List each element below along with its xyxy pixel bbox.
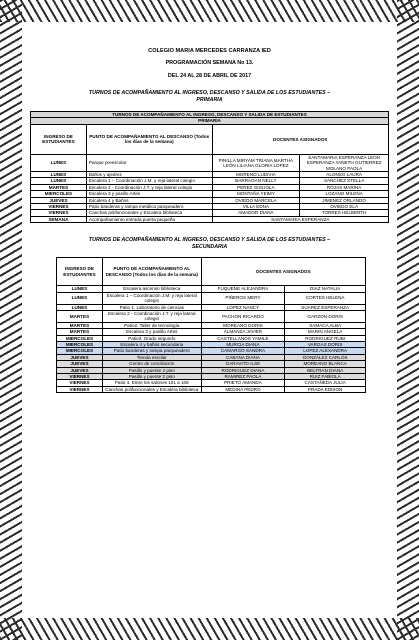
row-docente-2: CORTES HELENA <box>285 292 366 304</box>
primaria-table-subtitle: PRIMARIA <box>31 118 389 124</box>
row-docente-1: LOPEZ NANCY <box>201 304 285 310</box>
row-place: Patio 4. Entre los salones 101 a 106 <box>102 380 201 386</box>
row-place: Escalera 1 – Coordinación J.M. y reja lateral colegio <box>86 178 212 184</box>
row-place: Patio3. Grado segundo <box>102 335 201 341</box>
row-day: LUNES <box>57 304 103 310</box>
row-day: LUNES <box>31 154 87 171</box>
row-place: Pasillo y puente 2 piso <box>102 373 201 379</box>
row-day: JUEVES <box>57 354 103 360</box>
row-docente-1: VILLA EDNA <box>212 204 300 210</box>
row-docente-1: MEDINA PEDRO <box>201 386 285 392</box>
decorative-border-right <box>397 0 419 640</box>
row-day: LUNES <box>31 172 87 178</box>
table-row <box>57 310 366 322</box>
primaria-table-title: TURNOS DE ACOMPAÑAMIENTO AL INGRESO, DESCANSO Y SALIDA DE ESTUDIANTES <box>31 112 389 118</box>
primaria-rows <box>31 154 389 222</box>
row-docente-1: FUQUENE ALEJANDRA <box>201 286 285 292</box>
secundaria-section-title: TURNOS DE ACOMPAÑAMIENTO AL INGRESO, DESCANSO Y SALIDA DE LOS ESTUDIANTES – SECUNDARIA <box>88 237 331 251</box>
row-day: MARTES <box>57 322 103 328</box>
row-place: Baños y ajedrez <box>86 172 212 178</box>
program-dates: DEL 24 AL 28 DE ABRIL DE 2017 <box>167 73 252 79</box>
row-day: LUNES <box>57 292 103 304</box>
table-row <box>31 216 389 222</box>
row-day: VIERNES <box>57 380 103 386</box>
row-place: Patio2. Taller de tecnología <box>102 322 201 328</box>
row-docente-1: PEREZ GIGUOLA <box>212 184 300 190</box>
row-docente-1: CASTELLANOS YAMILE <box>201 335 285 341</box>
row-day: MARTES <box>57 310 103 322</box>
row-docente-2: OVIEDO ELA <box>300 204 389 210</box>
row-place: Patio 1. Laboratorio de ciencias <box>102 304 201 310</box>
row-place: Canchas polifuncionales y Escalera biblioteca <box>86 210 212 216</box>
row-docente-2: MARIN ANGELA <box>285 329 366 335</box>
row-day: MARTES <box>57 329 103 335</box>
row-docente-2: LOPEZ ALEXANDRA <box>285 348 366 354</box>
col-ingreso: INGRESO DE ESTUDIANTES <box>57 258 103 286</box>
row-docente-1: CABANA DIANA <box>201 354 285 360</box>
row-place: Patio banderas y rampa parqueadero <box>102 348 201 354</box>
row-docente-2: ROJAS MARINA <box>300 184 389 190</box>
col-docentes: DOCENTES ASIGNADOS <box>212 124 388 154</box>
row-docente-2: RUIZ FABIOLA <box>285 373 366 379</box>
row-day: VIERNES <box>57 386 103 392</box>
row-docente-2: SANTAMARIA ESPERANZA LEON ESPERANZA YANETH GUTIERREZ MOLANO PAOLA <box>300 154 389 171</box>
row-day: LUNES <box>31 178 87 184</box>
row-day: LUNES <box>57 286 103 292</box>
row-place: Acompañamiento entrada puerta pequeña <box>86 216 212 222</box>
program-week: PROGRAMACIÓN SEMANA No 13. <box>165 60 254 66</box>
row-docente-2: GARZON DORIS <box>285 310 366 322</box>
row-docente-1: PIÑEROS MERY <box>201 292 285 304</box>
row-place: Tienda escolar <box>102 354 201 360</box>
row-docente-1: MURCIA DIANA <box>201 341 285 347</box>
col-punto: PUNTO DE ACOMPAÑAMIENTO AL DESCANSO (Todos los días de la semana) <box>102 258 201 286</box>
secundaria-table <box>56 257 366 393</box>
table-row <box>31 154 389 171</box>
secundaria-rows <box>57 286 366 393</box>
school-name: COLEGIO MARIA MERCEDES CARRANZA IED <box>148 48 271 54</box>
row-docente-2: CASTAÑEDA JULIA <box>285 380 366 386</box>
row-docente-2: BELTRAN DIANA <box>285 367 366 373</box>
row-docente-2: SANCHEZ STELLA <box>300 178 389 184</box>
row-docente-1: PACHON RICARDO <box>201 310 285 322</box>
row-place: Parque preescolar <box>86 154 212 171</box>
row-docente-1: GARAVITO ILSE <box>201 361 285 367</box>
row-docente-1: AMADOR DIANA <box>212 210 300 216</box>
row-docente-2: RODRIGUEZ RUBI <box>285 335 366 341</box>
row-docente-2: TORRES HELBERTH <box>300 210 389 216</box>
row-place: Canchas polifuncionales y Escalera biblioteca <box>102 386 201 392</box>
decorative-border-bottom <box>0 618 419 640</box>
table-row <box>57 386 366 392</box>
row-docente-2: PRADA EDISON <box>285 386 366 392</box>
col-docentes: DOCENTES ASIGNADOS <box>201 258 365 286</box>
row-place: Escalera 4 y baños secundaria <box>102 341 201 347</box>
row-day: VIERNES <box>31 204 87 210</box>
row-day: JUEVES <box>31 197 87 203</box>
row-place: Pasillo y puente 2 piso <box>102 367 201 373</box>
row-docente-2: MOREANO BLANCA <box>285 361 366 367</box>
document-page <box>30 32 389 393</box>
row-day: MARTES <box>31 184 87 190</box>
row-place: Escalera 2 - Coordinación J.T. y reja lateral colegio <box>102 310 201 322</box>
row-docente-2: GONZÁLEZ CARLOS <box>285 354 366 360</box>
row-docente-2: JIMENEZ ORLANDO <box>300 197 389 203</box>
row-docente-2: LOZANO MILENA <box>300 191 389 197</box>
row-place: Escalera 3 y pasillo Artes <box>86 191 212 197</box>
row-docente-2: VARGAS DORIS <box>285 341 366 347</box>
col-punto: PUNTO DE ACOMPAÑAMIENTO AL DESCANSO (Todos los días de la semana) <box>86 124 212 154</box>
row-docente-1: ALMANZA JAVIER <box>201 329 285 335</box>
row-docente-1: PRIETO AMANDA <box>201 380 285 386</box>
decorative-border-left <box>0 0 22 640</box>
row-docente-1: CAMARGO SANDRA <box>201 348 285 354</box>
col-ingreso: INGRESO DE ESTUDIANTES <box>31 124 87 154</box>
row-docente-2: SUAREZ ESPERANZA <box>285 304 366 310</box>
row-place: Escalera 4 y Baños <box>86 197 212 203</box>
row-docente-2: SAMACA ALBA <box>285 322 366 328</box>
row-place: Escalera 1 – Coordinación J.M. y reja lateral colegio <box>102 292 201 304</box>
row-docente-1: BARRAGAN NELLY <box>212 178 300 184</box>
row-docente-1: MONTAÑA YEIMY <box>212 191 300 197</box>
primaria-table <box>30 111 389 223</box>
row-day: MIERCOLES <box>57 341 103 347</box>
row-day: SEMANA <box>31 216 87 222</box>
row-day: JUEVES <box>57 367 103 373</box>
row-place: Escalera 3 y pasillo Artes <box>102 329 201 335</box>
primaria-section-title: TURNOS DE ACOMPAÑAMIENTO AL INGRESO, DESCANSO Y SALIDA DE LOS ESTUDIANTES – PRIMARIA <box>88 90 331 103</box>
row-docente-2: ALONSO LAURA <box>300 172 389 178</box>
row-place: Patio banderas y rampa metálica parqueadero <box>86 204 212 210</box>
decorative-border-top <box>0 0 419 22</box>
table-row <box>57 292 366 304</box>
row-day: MIERCOLES <box>57 348 103 354</box>
row-day: VIERNES <box>57 373 103 379</box>
row-docente-1: MOREANO DORIS <box>201 322 285 328</box>
row-day: JUEVES <box>57 361 103 367</box>
row-docente-2: DIAZ NATALIA <box>285 286 366 292</box>
row-docente-1: PINILLA MIRYAM TRIANA MARTHA LEÓN LILIANA GLORIA LOPEZ <box>212 154 300 171</box>
row-day: MIERCOLES <box>57 335 103 341</box>
row-day: MIERCOLES <box>31 191 87 197</box>
row-docente-1: MORENO LUDIVIA <box>212 172 300 178</box>
row-place: Escalera 2 - Coordinación J.T. y reja lateral colegio <box>86 184 212 190</box>
row-place: Centro de conciliación <box>102 361 201 367</box>
row-docente-1: OVIEDO MARCELA <box>212 197 300 203</box>
row-docente-1: RODRIGUEZ DIANA <box>201 367 285 373</box>
row-docente: SANTAMARIA ESPERANZA <box>212 216 388 222</box>
row-docente-1: RAMIREZ PAOLA <box>201 373 285 379</box>
row-place: Escalera ascenso biblioteca <box>102 286 201 292</box>
row-day: VIERNES <box>31 210 87 216</box>
